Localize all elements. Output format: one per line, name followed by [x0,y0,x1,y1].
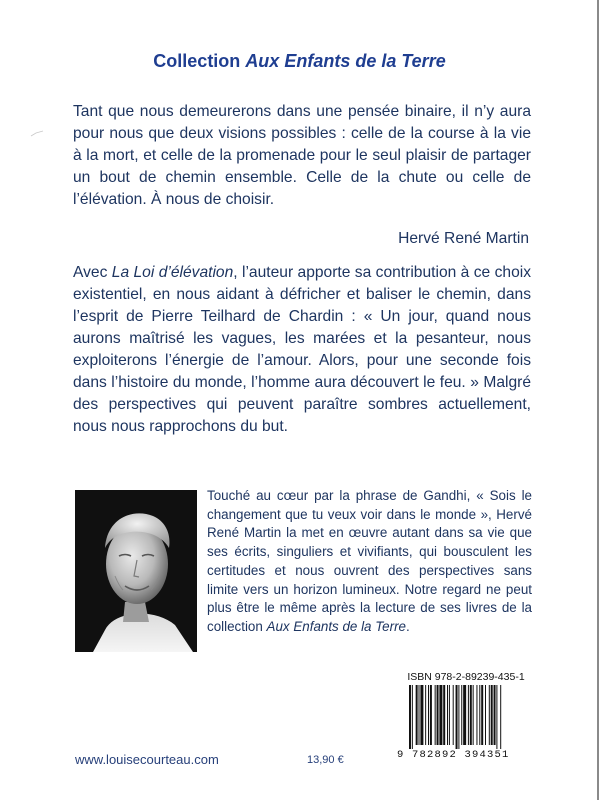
barcode-bars [397,685,535,749]
bio-collection-name: Aux Enfants de la Terre [266,618,406,634]
price-label: 13,90 € [307,754,344,766]
barcode-bar [494,685,496,745]
barcode-bar [435,685,436,745]
barcode-bar [428,685,429,745]
barcode-bar [447,685,448,745]
isbn-barcode [397,671,535,773]
barcode-bar [449,685,450,745]
collection-title [0,51,599,72]
epigraph-quote: Tant que nous demeurerons dans une pensée binaire, il n’y aura pour nous que deux visions possibles : celle de la course à la vie à la mort, et celle de la promenade pour le seul plaisir de partager un bout de chemin ensemble. Celle de la chute ou celle de l’élévation. À nous de choisir. [73,103,531,208]
barcode-bar [500,685,501,749]
barcode-bar [458,685,459,749]
barcode-bar [470,685,472,745]
barcode-bar [468,685,469,745]
barcode-bar [443,685,445,745]
barcode-bar [481,685,483,745]
bio-end: . [406,618,410,634]
barcode-bar [479,685,480,745]
collection-prefix: Collection [153,51,246,71]
barcode-bar [453,685,454,745]
barcode-bar [416,685,418,745]
barcode-bar [463,685,466,745]
publisher-website: www.louisecourteau.com [75,752,219,767]
barcode-bar [473,685,474,745]
description-lead: Avec [73,264,112,281]
barcode-bar [425,685,426,745]
collection-name: Aux Enfants de la Terre [245,51,446,71]
book-description [73,262,531,438]
description-rest: , l’auteur apporte sa contribution à ce choix existentiel, en nous aidant à défricher et baliser le chemin, dans l’esprit de Pierre Teilhard de Chardin : « Un jour, quand nous aurons maîtrisé les vagues, les marées et la pesanteur, nous exploiterons l’énergie de l’amour. Alors, pour une seconde fois dans l’histoire du monde, l’homme aura découvert le feu. » Malgré des perspectives qui peuvent paraître sombres actuellement, nous nous rapprochons du but. [73,264,531,435]
barcode-bar [456,685,458,749]
barcode-digits: 9 782892 394351 [397,749,510,761]
author-bio [207,487,532,637]
barcode-bar [461,685,462,745]
barcode-bar [491,685,493,745]
barcode-bar [430,685,432,745]
author-photo [75,490,197,652]
isbn-label: ISBN 978-2-89239-435-1 [407,671,525,683]
barcode-bar [496,685,497,749]
bio-text: Touché au cœur par la phrase de Gandhi, « Sois le changement que tu veux voir dans le monde », Hervé René Martin la met en œuvre autant dans sa vie que ses écrits, singuliers et vivifiants, qui bousculent les certitudes et nous ouvrent des perspectives sans limite vers un horizon lumineux. Notre regard ne peut plus être le même après la lecture de ses livres de la collection [207,488,532,634]
stray-pencil-mark [30,130,44,138]
barcode-bar [419,685,420,745]
barcode-bar [409,685,411,749]
quote-author: Hervé René Martin [398,230,529,247]
barcode-bar [420,685,423,745]
barcode-bar [437,685,439,745]
barcode-bar [439,685,442,745]
barcode-bar [476,685,477,745]
barcode-bar [485,685,486,745]
book-title: La Loi d’élévation [111,264,234,281]
barcode-bar [489,685,490,745]
barcode-bar [412,685,413,749]
author-portrait-image [75,490,197,652]
